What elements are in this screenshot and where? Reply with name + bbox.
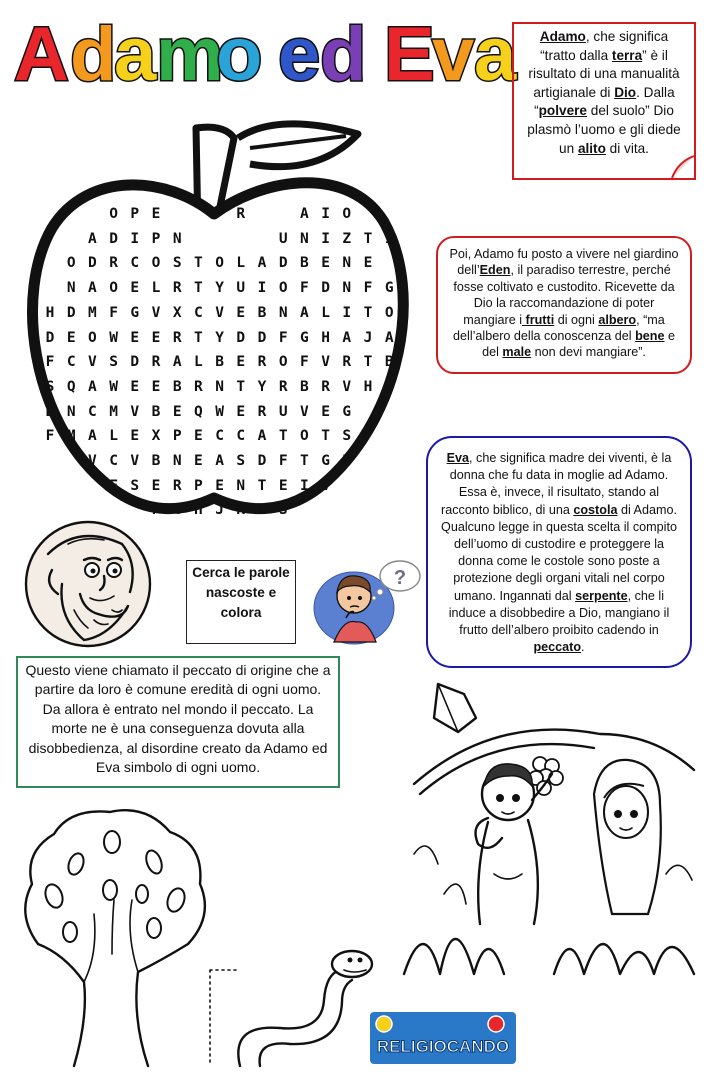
grid-letter: S xyxy=(45,378,55,395)
grid-letter: T xyxy=(257,477,267,494)
grid-letter: X xyxy=(172,304,182,321)
eden-text-5: e del xyxy=(482,329,675,360)
grid-letter: B xyxy=(172,378,182,395)
tree-illustration xyxy=(14,804,214,1066)
grid-letter: D xyxy=(236,329,246,346)
grid-letter: S xyxy=(172,255,182,272)
thinking-boy-illustration xyxy=(310,556,426,646)
grid-letter: N xyxy=(215,378,224,395)
title-letter: A xyxy=(14,12,69,97)
grid-letter: V xyxy=(300,403,309,420)
word-adamo: Adamo xyxy=(539,29,586,44)
grid-letter: F xyxy=(300,354,309,371)
grid-letter: O xyxy=(66,255,76,272)
grid-letter: I xyxy=(257,280,267,297)
grid-letter: L xyxy=(194,354,203,371)
grid-letter: T xyxy=(278,428,288,445)
grid-letter: I xyxy=(321,230,330,247)
grid-letter: V xyxy=(215,304,224,321)
grid-letter: O xyxy=(109,280,118,297)
grid-letter: C xyxy=(130,255,140,272)
grid-letter: E xyxy=(321,255,330,272)
grid-letter: F xyxy=(278,329,288,346)
grid-letter: T xyxy=(194,255,203,272)
grid-letter: B xyxy=(45,403,55,420)
grid-letter: R xyxy=(172,280,182,297)
grid-letter: I xyxy=(342,304,352,321)
tree-drawing xyxy=(14,804,214,1066)
grid-letter: D xyxy=(109,230,118,247)
grid-letter: O xyxy=(109,206,118,222)
grid-letter: K xyxy=(236,502,246,519)
grid-letter: B xyxy=(151,453,161,469)
grid-letter: V xyxy=(151,304,161,321)
grid-letter: U xyxy=(278,230,288,247)
grid-letter: I xyxy=(300,477,309,494)
grid-letter: D xyxy=(66,304,76,321)
grid-letter: L xyxy=(236,255,246,272)
eden-text-2: , il paradiso terrestre, perché fosse coltivato e custodito. Ricevette da Dio la raccomandazione di poter mangiare i xyxy=(453,263,675,327)
title-lettering xyxy=(8,6,517,97)
grid-letter: T xyxy=(363,304,373,321)
word-bene: bene xyxy=(635,329,665,344)
eva-text-3: , che li induce a disobbedire a Dio, mangiano il frutto dell’albero proibito cadendo in xyxy=(448,588,670,638)
grid-letter: D xyxy=(321,280,330,297)
adamo-text-3: . Dalla “ xyxy=(534,84,675,119)
grid-letter: J xyxy=(363,329,373,346)
grid-letter: N xyxy=(236,477,246,494)
grid-letter: E xyxy=(194,453,203,469)
grid-letter: T xyxy=(236,378,246,395)
grid-letter: N xyxy=(342,255,352,272)
grid-letter: G xyxy=(342,403,352,420)
grid-letter: A xyxy=(300,304,309,321)
grid-letter: T xyxy=(321,428,330,445)
grid-letter: H xyxy=(45,304,55,321)
grid-letter: S xyxy=(342,428,352,445)
grid-letter: V xyxy=(88,354,97,371)
adamo-text-1: , che significa “tratto dalla xyxy=(540,29,669,63)
instruction-text: Cerca le parole nascoste e colora xyxy=(192,565,290,620)
callout-eva xyxy=(426,436,692,668)
grid-letter: G xyxy=(172,502,182,519)
grid-letter: F xyxy=(45,354,55,371)
grid-letter: P xyxy=(130,206,140,222)
grid-letter: P xyxy=(194,477,203,494)
grid-letter: D xyxy=(278,255,288,272)
grid-letter: O xyxy=(151,255,161,272)
grid-letter: S xyxy=(278,502,288,519)
grid-letter: U xyxy=(236,280,246,297)
grid-letter: O xyxy=(342,206,352,222)
grid-letter: H xyxy=(321,329,330,346)
eden-text-4: , “ma dell’albero della conoscenza del xyxy=(453,312,665,344)
grid-letter: C xyxy=(66,354,76,371)
grid-letter: E xyxy=(236,304,246,321)
grid-letter: B xyxy=(300,378,309,395)
grid-letter: L xyxy=(109,428,118,445)
grid-letter: O xyxy=(384,304,394,321)
grid-letter: Q xyxy=(194,403,203,420)
grid-letter: A xyxy=(88,428,97,445)
grid-letter: R xyxy=(278,378,288,395)
grid-letter: M xyxy=(88,304,97,321)
grid-letter: C xyxy=(88,403,97,420)
grid-letter: E xyxy=(215,477,224,494)
word-peccato: peccato xyxy=(533,640,582,655)
grid-letter: D xyxy=(45,329,55,346)
grid-letter: R xyxy=(236,206,246,222)
grid-letter: T xyxy=(363,230,373,247)
grid-letter: R xyxy=(151,354,161,371)
grid-letter: A xyxy=(88,280,97,297)
grid-letter: R xyxy=(194,378,203,395)
grid-letter: V xyxy=(321,477,330,494)
grid-letter: B xyxy=(257,304,267,321)
title-letter: v xyxy=(432,12,475,97)
grid-letter: L xyxy=(257,502,267,519)
title-letter: a xyxy=(474,12,517,97)
grid-letter: A xyxy=(300,206,309,222)
adam-eve-drawing xyxy=(404,674,704,994)
god-illustration xyxy=(18,514,156,652)
grid-letter: V xyxy=(342,378,352,395)
grid-letter: G xyxy=(130,304,140,321)
grid-letter: N xyxy=(172,230,182,247)
grid-letter: E xyxy=(278,477,288,494)
grid-letter: P xyxy=(172,428,182,445)
grid-letter: B xyxy=(300,255,309,272)
grid-letter: E xyxy=(236,354,246,371)
question-mark-icon: ? xyxy=(393,567,407,589)
grid-letter: F xyxy=(109,477,118,494)
grid-letter: L xyxy=(321,304,330,321)
grid-letter: A xyxy=(384,329,394,346)
callout-adamo xyxy=(512,22,696,180)
grid-letter: V xyxy=(88,453,97,469)
title-letter: m xyxy=(156,12,224,97)
page-title xyxy=(8,6,517,97)
grid-letter: B xyxy=(384,354,394,371)
eva-text-1: , che significa madre dei viventi, è la donna che fu data in moglie ad Adamo. Essa è, invece, il risultato, stando al racconto biblico, di una xyxy=(441,451,672,517)
grid-letter: Y xyxy=(215,329,224,346)
grid-letter: C xyxy=(109,453,118,469)
grid-letter: Q xyxy=(66,378,76,395)
grid-letter: O xyxy=(88,329,97,346)
logo-graphic xyxy=(368,1010,518,1066)
grid-letter: R xyxy=(257,354,267,371)
grid-letter: E xyxy=(321,403,330,420)
grid-letter: T xyxy=(300,453,309,469)
grid-letter: N xyxy=(278,304,288,321)
grid-letter: E xyxy=(130,428,140,445)
grid-letter: R xyxy=(257,403,267,420)
grid-letter: S xyxy=(109,354,118,371)
grid-letter: A xyxy=(88,378,97,395)
word-serpente: serpente xyxy=(575,588,628,603)
grid-letter: V xyxy=(130,403,140,420)
word-search-grid xyxy=(40,203,420,525)
eden-text-1: Poi, Adamo fu posto a vivere nel giardino dell’ xyxy=(449,247,679,278)
word-albero: albero xyxy=(598,312,637,327)
serpent-drawing xyxy=(200,940,380,1066)
adamo-text-5: di vita. xyxy=(605,140,649,156)
grid-letter: F xyxy=(151,502,161,519)
grid-letter: N xyxy=(300,230,309,247)
grid-letter: E xyxy=(363,255,373,272)
title-letter: e xyxy=(278,12,321,97)
grid-letter: E xyxy=(130,329,140,346)
grid-letter: W xyxy=(215,403,224,420)
grid-letter: E xyxy=(151,477,161,494)
grid-letter: O xyxy=(300,428,309,445)
grid-letter: A xyxy=(88,230,97,247)
logo-text: RELIGIOCANDO xyxy=(376,1037,510,1056)
grid-letter: Y xyxy=(215,280,224,297)
title-letter: a xyxy=(114,12,157,97)
grid-letter: I xyxy=(321,206,330,222)
grid-letter: R xyxy=(321,378,330,395)
grid-letter: C xyxy=(236,428,246,445)
grid-letter: U xyxy=(278,403,288,420)
grid-letter: A xyxy=(257,428,267,445)
adam-eve-illustration xyxy=(404,674,704,994)
grid-letter: A xyxy=(172,354,182,371)
grid-letter: H xyxy=(194,502,203,519)
grid-letter: T xyxy=(194,280,203,297)
title-letter: E xyxy=(384,12,435,97)
grid-letter: Y xyxy=(257,378,267,395)
grid-letter: E xyxy=(194,428,203,445)
grid-letter: D xyxy=(257,453,267,469)
grid-letter: T xyxy=(194,329,203,346)
grid-letter: A xyxy=(257,255,267,272)
word-terra: terra xyxy=(611,47,643,63)
grid-letter: M xyxy=(66,428,76,445)
grid-letter: T xyxy=(363,354,373,371)
serpent-illustration xyxy=(200,940,380,1066)
grid-letter: E xyxy=(151,206,161,222)
grid-letter: J xyxy=(215,502,224,519)
grid-letter: E xyxy=(236,403,246,420)
adamo-text-2: ” è il risultato di una manualità artigianale di xyxy=(528,47,680,100)
grid-letter: E xyxy=(172,403,182,420)
callout-peccato xyxy=(16,656,340,788)
grid-letter: N xyxy=(66,403,76,420)
grid-letter: D xyxy=(88,255,97,272)
grid-letter: I xyxy=(130,230,140,247)
grid-letter: V xyxy=(130,453,140,469)
grid-letter: W xyxy=(109,378,118,395)
grid-letter: F xyxy=(109,304,118,321)
grid-letter: W xyxy=(109,329,118,346)
grid-letter: F xyxy=(278,453,288,469)
grid-letter: N xyxy=(342,280,352,297)
callout-eden xyxy=(436,236,692,374)
title-letter: d xyxy=(320,12,367,97)
grid-letter: X xyxy=(151,428,161,445)
grid-letter: G xyxy=(321,453,330,469)
word-male: male xyxy=(502,345,532,360)
grid-letter: I xyxy=(384,230,394,247)
religiocando-logo xyxy=(368,1010,518,1066)
eden-text-3: di ogni xyxy=(554,312,599,327)
word-eden: Eden xyxy=(479,263,511,278)
grid-letter: L xyxy=(151,280,161,297)
grid-letter: F xyxy=(300,280,309,297)
grid-letter: D xyxy=(257,329,267,346)
grid-letter: C xyxy=(215,428,224,445)
title-letter: d xyxy=(70,12,117,97)
word-dio: Dio xyxy=(614,84,637,100)
grid-letter: A xyxy=(342,329,352,346)
grid-letter: B xyxy=(151,403,161,420)
grid-letter: O xyxy=(215,255,224,272)
adamo-text-4: del suolo” Dio plasmò l’uomo e gli diede un xyxy=(527,103,681,156)
grid-letter: S xyxy=(130,477,140,494)
word-polvere: polvere xyxy=(538,103,587,119)
grid-letter: G xyxy=(300,329,309,346)
grid-letter: N xyxy=(66,280,76,297)
grid-letter: E xyxy=(151,378,161,395)
grid-letter: G xyxy=(384,280,394,297)
grid-letter: R xyxy=(109,255,118,272)
grid-letter: O xyxy=(278,354,288,371)
eva-text-2: di Adamo. Qualcuno legge in questa scelta il compito dell’uomo di custodire e proteggere la donna come le costole sono poste a protezione degli organi vitali nel corpo umano. Ingannati dal xyxy=(441,502,677,603)
grid-letter: M xyxy=(109,403,118,420)
peccato-text: Questo viene chiamato il peccato di origine che a partire da loro è comune eredità di ogni uomo. Da allora è entrato nel mondo il peccato. La morte ne è una conseguenza dovuta alla disobbedienza, al disordine creato da Adamo ed Eva simbolo di ogni uomo. xyxy=(25,662,331,776)
grid-letter: H xyxy=(363,378,373,395)
grid-letter: O xyxy=(278,280,288,297)
grid-letter: B xyxy=(215,354,224,371)
word-frutti: frutti xyxy=(522,312,555,327)
title-letter: o xyxy=(216,12,263,97)
grid-letter: E xyxy=(130,378,140,395)
grid-letter: F xyxy=(363,280,373,297)
grid-letter: R xyxy=(172,477,182,494)
page-fold-icon xyxy=(672,156,694,178)
grid-letter: E xyxy=(151,329,161,346)
eva-text-4: . xyxy=(581,640,585,655)
grid-letter: V xyxy=(321,354,330,371)
grid-letter: N xyxy=(172,453,182,469)
grid-letter: S xyxy=(236,453,246,469)
word-costola: costola xyxy=(573,502,618,517)
grid-letter: A xyxy=(215,453,224,469)
grid-letter: R xyxy=(172,329,182,346)
word-eva: Eva xyxy=(446,451,470,465)
grid-letter: Z xyxy=(342,230,352,247)
eden-text-6: non devi mangiare”. xyxy=(531,345,646,360)
grid-letter: E xyxy=(66,329,76,346)
grid-letter: P xyxy=(151,230,161,247)
instruction-box xyxy=(186,560,296,644)
word-alito: alito xyxy=(577,140,606,156)
grid-letter: R xyxy=(342,354,352,371)
thinking-boy-drawing xyxy=(310,556,426,646)
grid-letter: F xyxy=(45,428,55,445)
grid-letter: D xyxy=(130,354,140,371)
grid-letter: E xyxy=(130,280,140,297)
grid-letter: C xyxy=(194,304,203,321)
grid-letter: H xyxy=(342,453,352,469)
god-face-drawing xyxy=(18,514,156,652)
